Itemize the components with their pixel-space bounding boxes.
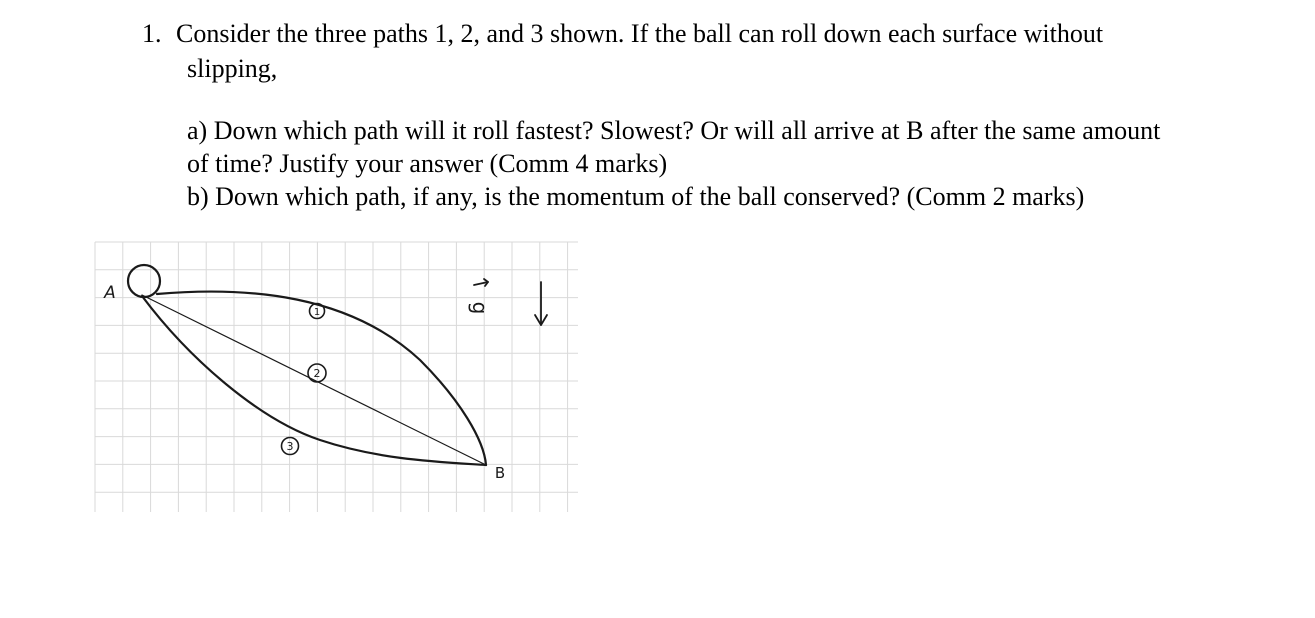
path-1-label: 1	[313, 307, 321, 318]
question-text-line-2: slipping,	[187, 54, 278, 83]
grid-paper	[95, 242, 578, 512]
path-2-label: 2	[313, 367, 321, 380]
gravity-label: g	[468, 301, 492, 315]
path-3-label: 3	[286, 440, 294, 453]
path-2-line	[142, 295, 486, 465]
question-text-line-1: Consider the three paths 1, 2, and 3 shown. If the ball can roll down each surface without	[176, 19, 1104, 48]
question-number: 1.	[142, 19, 162, 48]
point-b-label: B	[494, 464, 506, 482]
point-a-label: A	[104, 283, 116, 303]
part-a-line-2: of time? Justify your answer (Comm 4 marks)	[187, 149, 668, 178]
part-a-line-1: a) Down which path will it roll fastest? Slowest? Or will all arrive at B after the same amount	[187, 116, 1161, 145]
part-b-line-1: b) Down which path, if any, is the momentum of the ball conserved? (Comm 2 marks)	[187, 182, 1085, 211]
